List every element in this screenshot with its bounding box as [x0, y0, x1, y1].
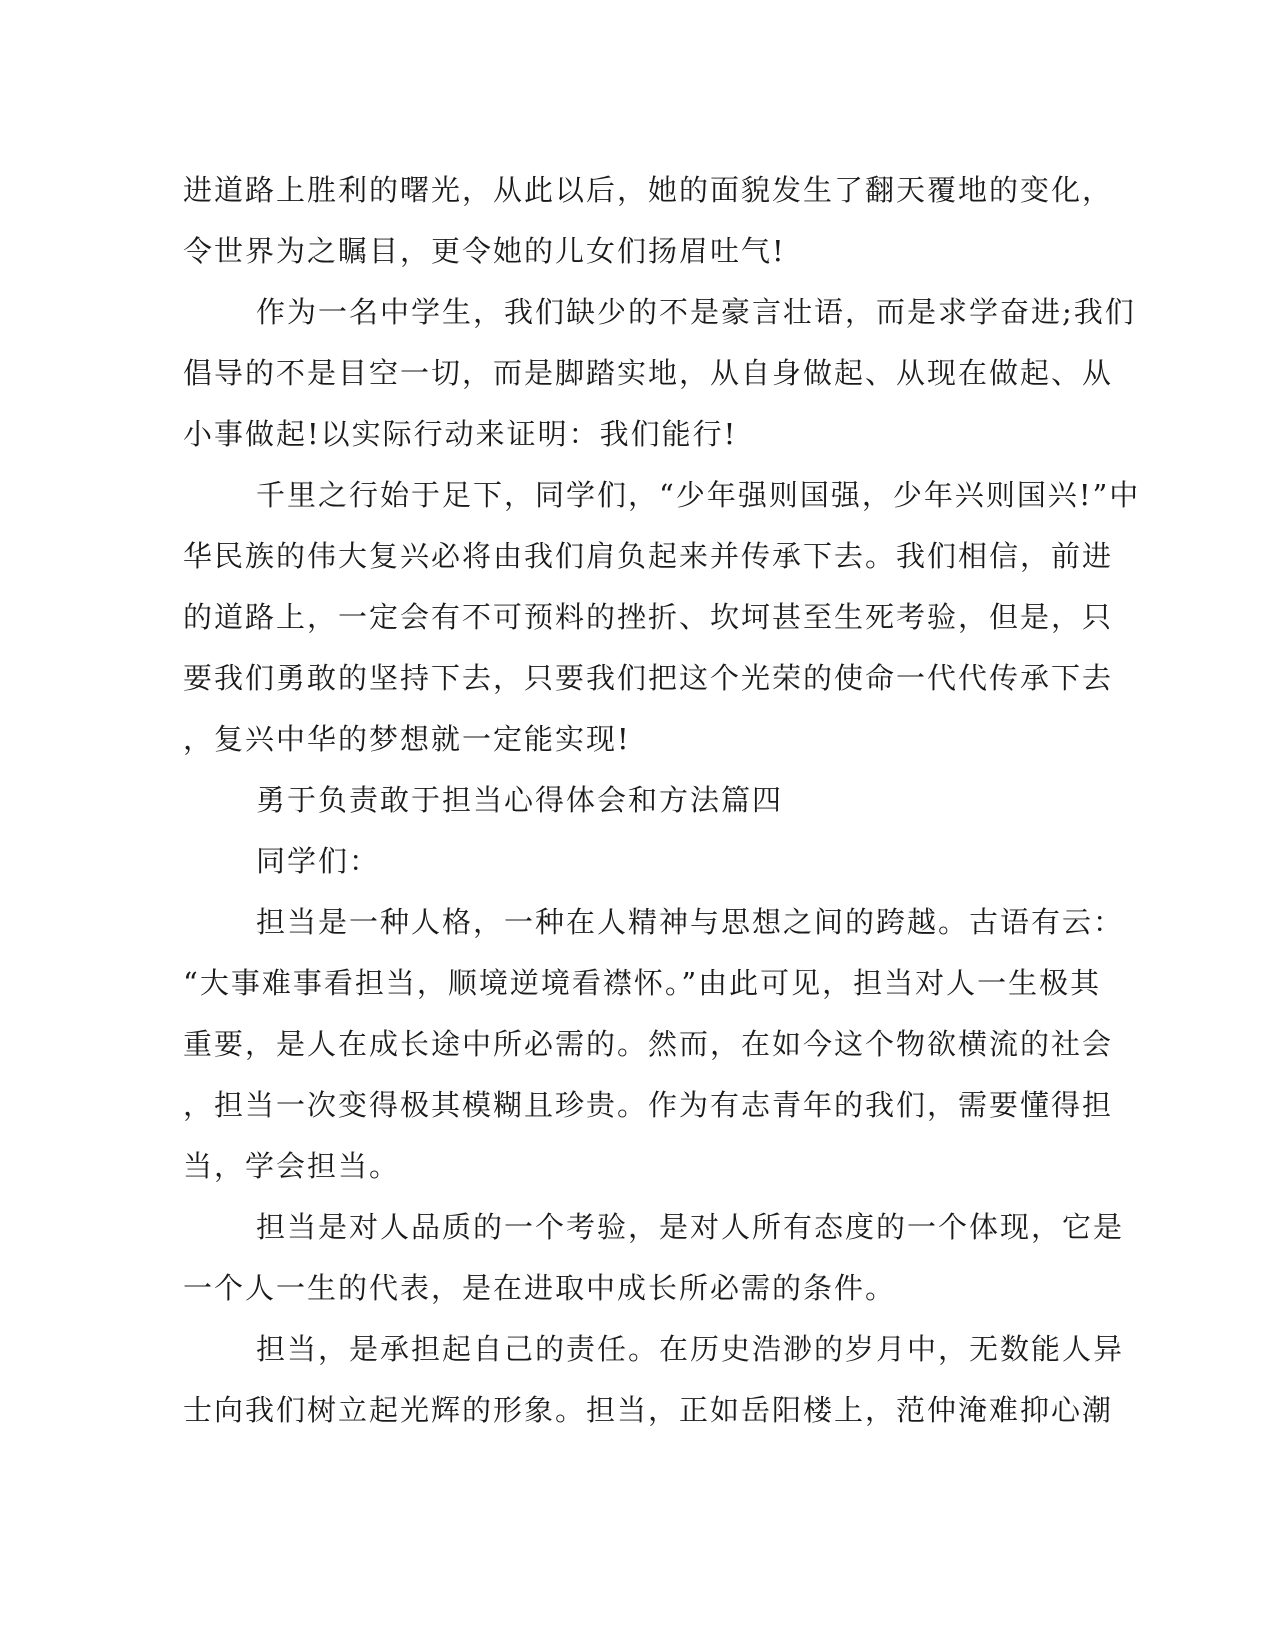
- text-line: 倡导的不是目空一切，而是脚踏实地，从自身做起、从现在做起、从: [183, 356, 1114, 390]
- text-line: 进道路上胜利的曙光，从此以后，她的面貌发生了翻天覆地的变化，: [183, 173, 1114, 207]
- text-line: ，复兴中华的梦想就一定能实现!: [183, 722, 631, 756]
- paragraph-start-line: 担当，是承担起自己的责任。在历史浩渺的岁月中，无数能人异: [256, 1332, 1125, 1366]
- section-heading: 勇于负责敢于担当心得体会和方法篇四: [256, 783, 784, 817]
- text-line: 一个人一生的代表，是在进取中成长所必需的条件。: [183, 1271, 897, 1305]
- salutation: 同学们：: [256, 844, 381, 878]
- document-body: [183, 160, 1141, 1441]
- text-line: 小事做起!以实际行动来证明：我们能行!: [183, 417, 738, 451]
- text-line: 士向我们树立起光辉的形象。担当，正如岳阳楼上，范仲淹难抑心潮: [183, 1393, 1114, 1427]
- text-line: 令世界为之瞩目，更令她的儿女们扬眉吐气!: [183, 234, 786, 268]
- text-line: 当，学会担当。: [183, 1149, 401, 1183]
- paragraph-start-line: 担当是对人品质的一个考验，是对人所有态度的一个体现，它是: [256, 1210, 1125, 1244]
- text-line: 的道路上，一定会有不可预料的挫折、坎坷甚至生死考验，但是，只: [183, 600, 1114, 634]
- paragraph-start-line: 千里之行始于足下，同学们，“少年强则国强，少年兴则国兴!”中: [256, 478, 1141, 512]
- text-line: 要我们勇敢的坚持下去，只要我们把这个光荣的使命一代代传承下去: [183, 661, 1114, 695]
- paragraph-start-line: 担当是一种人格，一种在人精神与思想之间的跨越。古语有云：: [256, 905, 1125, 939]
- text-line: 重要，是人在成长途中所必需的。然而，在如今这个物欲横流的社会: [183, 1027, 1114, 1061]
- text-line: “大事难事看担当，顺境逆境看襟怀。”由此可见，担当对人一生极其: [183, 966, 1102, 1000]
- text-line: 华民族的伟大复兴必将由我们肩负起来并传承下去。我们相信，前进: [183, 539, 1114, 573]
- text-line: ，担当一次变得极其模糊且珍贵。作为有志青年的我们，需要懂得担: [183, 1088, 1114, 1122]
- paragraph-start-line: 作为一名中学生，我们缺少的不是豪言壮语，而是求学奋进;我们: [256, 295, 1136, 329]
